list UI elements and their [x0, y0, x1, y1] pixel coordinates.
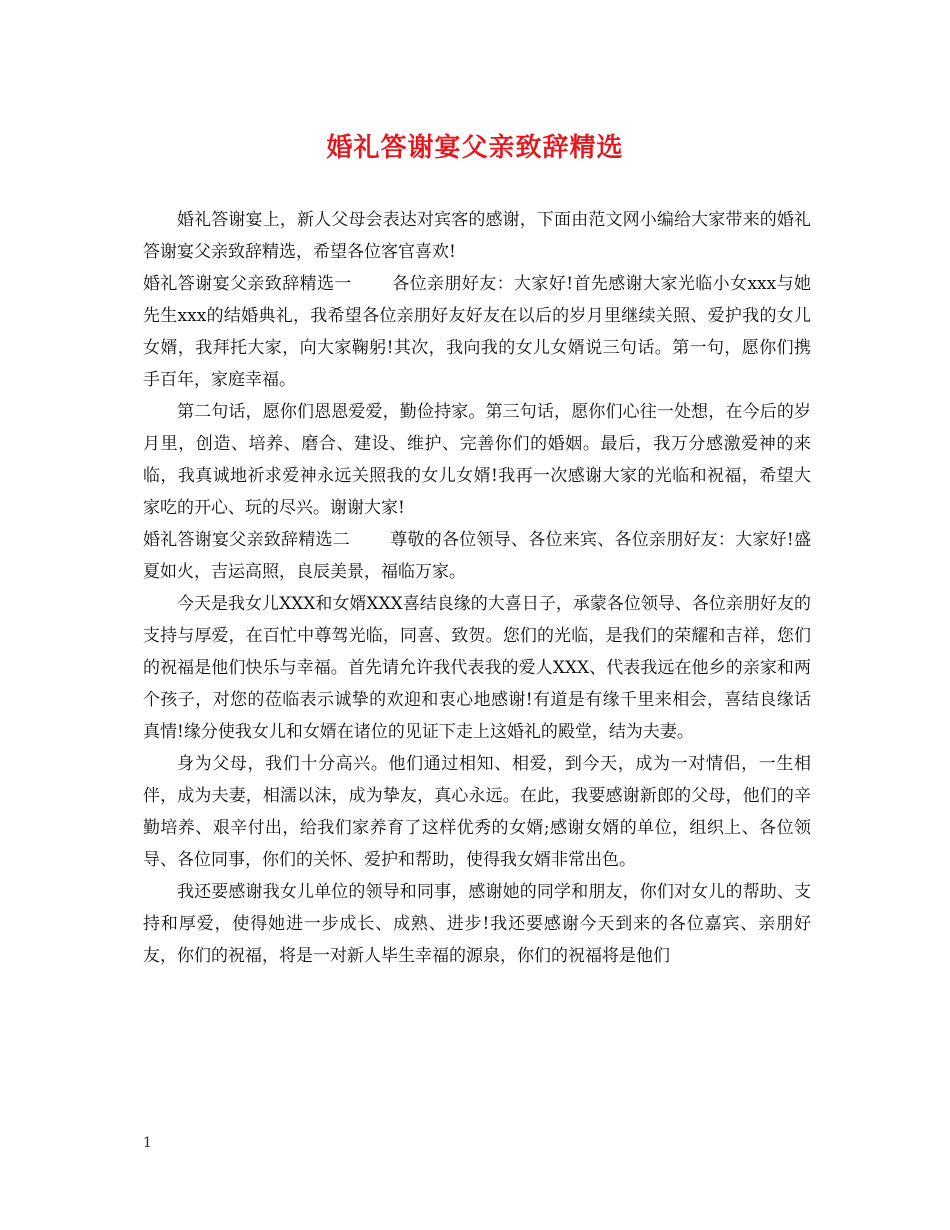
section-heading: 婚礼答谢宴父亲致辞精选一 — [143, 274, 352, 294]
paragraph-text: 各位亲朋好友：大家好!首先感谢大家光临小女xxx与她先生xxx的结婚典礼，我希望各位亲朋好友好友在以后的岁月里继续关照、爱护我的女儿女婿，我拜托大家，向大家鞠躬!其次，我向我的女儿女婿说三句话。第一句，愿你们携手百年，家庭幸福。 — [143, 274, 812, 390]
paragraph-thanks — [143, 876, 811, 972]
paragraph-text: 今天是我女儿XXX和女婿XXX喜结良缘的大喜日子，承蒙各位领导、各位亲朋好友的支持与厚爱，在百忙中尊驾光临，同喜、致贺。您们的光临，是我们的荣耀和吉祥，您们的祝福是他们快乐与幸福。首先请允许我代表我的爱人XXX、代表我远在他乡的亲家和两个孩子，对您的莅临表示诚挚的欢迎和衷心地感谢!有道是有缘千里来相会，喜结良缘话真情!缘分使我女儿和女婿在诸位的见证下走上这婚礼的殿堂，结为夫妻。 — [143, 594, 811, 742]
page-number: 1 — [143, 1135, 152, 1151]
paragraph-text: 身为父母，我们十分高兴。他们通过相知、相爱，到今天，成为一对情侣，一生相伴，成为夫妻，相濡以沫，成为挚友，真心永远。在此，我要感谢新郎的父母，他们的辛勤培养、艰辛付出，给我们家养育了这样优秀的女婿;感谢女婿的单位，组织上、各位领导、各位同事，你们的关怀、爱护和帮助，使得我女婿非常出色。 — [143, 754, 811, 870]
paragraph-section-two — [143, 524, 811, 588]
document-body — [143, 204, 811, 972]
paragraph-section-one — [143, 268, 811, 396]
paragraph-text: 尊敬的各位领导、各位来宾、各位亲朋好友：大家好!盛夏如火，吉运高照，良辰美景，福临万家。 — [143, 530, 812, 582]
paragraph-today — [143, 588, 811, 748]
paragraph-text: 第二句话，愿你们恩恩爱爱，勤俭持家。第三句话，愿你们心往一处想，在今后的岁月里，创造、培养、磨合、建设、维护、完善你们的婚姻。最后，我万分感激爱神的来临，我真诚地祈求爱神永远关照我的女儿女婿!我再一次感谢大家的光临和祝福，希望大家吃的开心、玩的尽兴。谢谢大家! — [143, 402, 811, 518]
paragraph-text: 我还要感谢我女儿单位的领导和同事，感谢她的同学和朋友，你们对女儿的帮助、支持和厚爱，使得她进一步成长、成熟、进步!我还要感谢今天到来的各位嘉宾、亲朋好友，你们的祝福，将是一对新人毕生幸福的源泉，你们的祝福将是他们 — [143, 882, 811, 966]
paragraph-as-parents — [143, 748, 811, 876]
paragraph-intro — [143, 204, 811, 268]
document-title: 婚礼答谢宴父亲致辞精选 — [326, 133, 624, 163]
section-heading: 婚礼答谢宴父亲致辞精选二 — [143, 530, 350, 550]
paragraph-second-words — [143, 396, 811, 524]
paragraph-text: 婚礼答谢宴上，新人父母会表达对宾客的感谢，下面由范文网小编给大家带来的婚礼答谢宴父亲致辞精选，希望各位客官喜欢! — [143, 210, 811, 262]
